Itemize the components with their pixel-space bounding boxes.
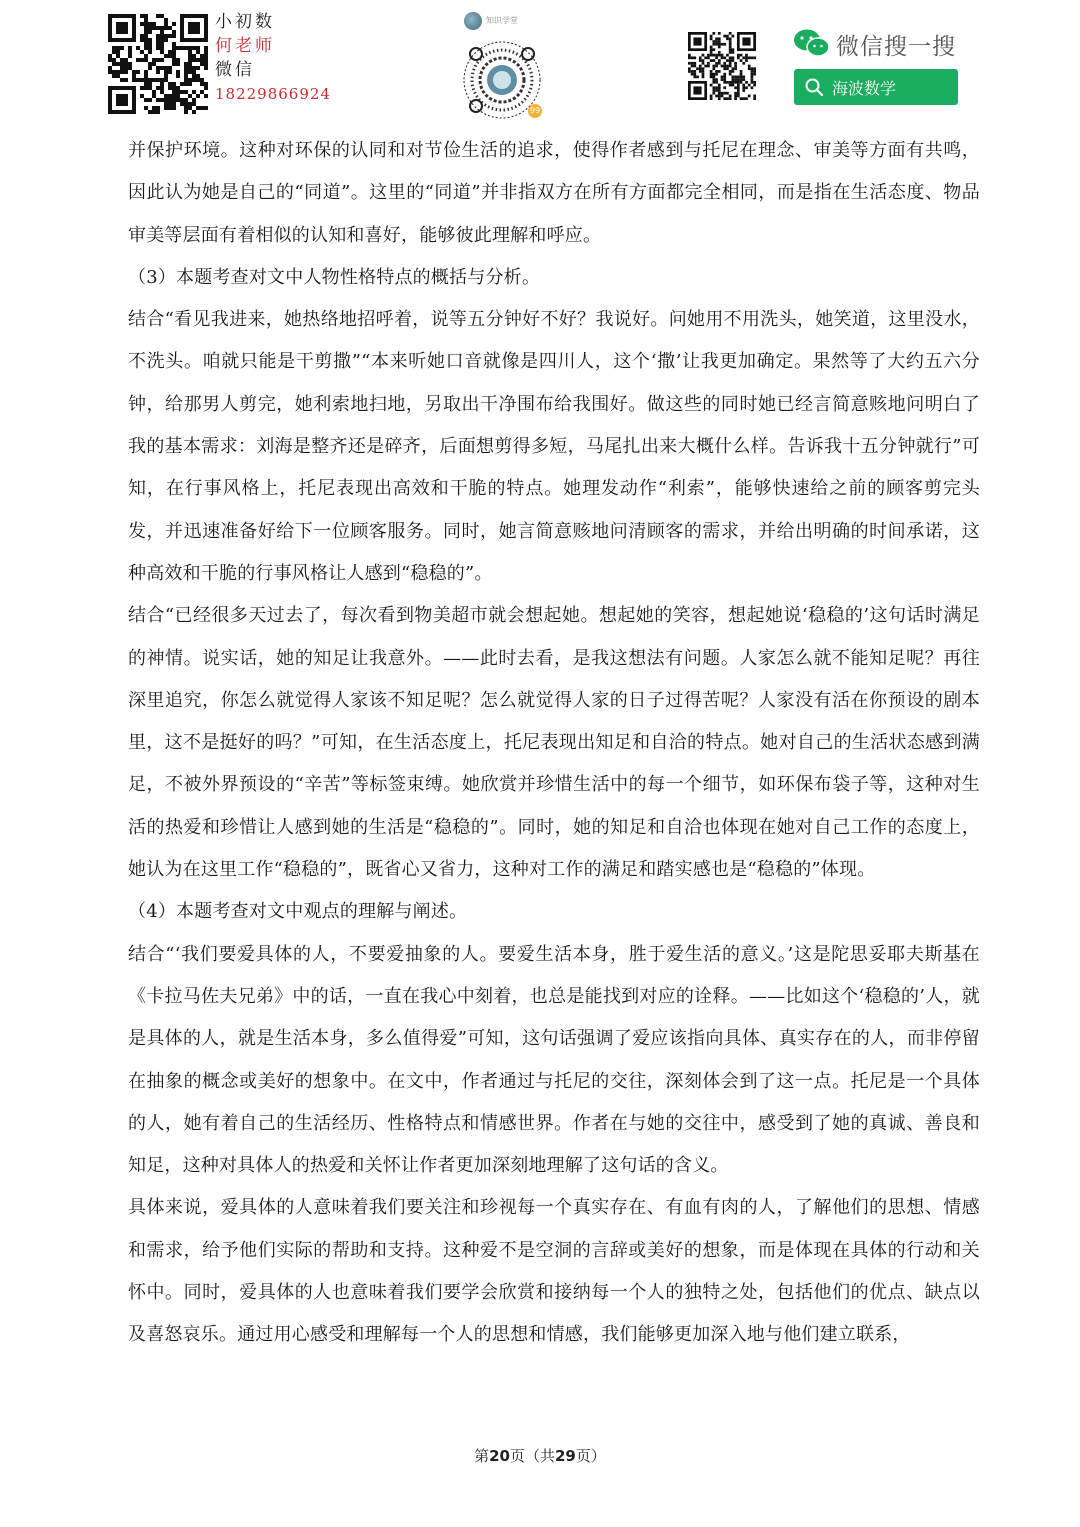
mini-program-badge: 99 <box>528 104 542 118</box>
question-heading-3: （3）本题考查对文中人物性格特点的概括与分析。 <box>128 266 541 288</box>
footer-middle: 页（共 <box>509 1447 555 1465</box>
wechat-search-title: 微信搜一搜 <box>836 34 956 60</box>
mini-program-code <box>460 12 545 120</box>
handwritten-contact-note <box>215 10 335 106</box>
mini-program-name: 知识学堂 <box>486 16 518 25</box>
wechat-qr-code-right <box>688 32 756 100</box>
footer-suffix: 页） <box>575 1447 606 1465</box>
mini-program-avatar-icon <box>464 12 482 30</box>
paragraph: 结合“看见我进来，她热络地招呼着，说等五分钟好不好？我说好。问她用不用洗头，她笑道，这里没水，不洗头。咱就只能是干剪撒”“本来听她口音就像是四川人，这个‘撒’让我更加确定。果然等了大约五六分钟，给那男人剪完，她利索地扫地，另取出干净围布给我围好。做这些的同时她已经言简意赅地问明白了我的基本需求：刘海是整齐还是碎齐，后面想剪得多短，马尾扎出来大概什么样。告诉我十五分钟就行”可知，在行事风格上，托尼表现出高效和干脆的特点。她理发动作“利索”，能够快速给之前的顾客剪完头发，并迅速准备好给下一位顾客服务。同时，她言简意赅地问清顾客的需求，并给出明确的时间承诺，这种高效和干脆的行事风格让人感到“稳稳的”。 <box>128 309 980 584</box>
paragraph: 结合“已经很多天过去了，每次看到物美超市就会想起她。想起她的笑容，想起她说‘稳稳的’这句话时满足的神情。说实话，她的知足让我意外。——此时去看，是我这想法有问题。人家怎么就不能知足呢？再往深里追究，你怎么就觉得人家该不知足呢？怎么就觉得人家的日子过得苦呢？人家没有活在你预设的剧本里，这不是挺好的吗？”可知，在生活态度上，托尼表现出知足和自洽的特点。她对自己的生活状态感到满足，不被外界预设的“辛苦”等标签束缚。她欣赏并珍惜生活中的每一个细节，如环保布袋子等，这种对生活的热爱和珍惜让人感到她的生活是“稳稳的”。同时，她的知足和自洽也体现在她对自己工作的态度上，她认为在这里工作“稳稳的”，既省心又省力，这种对工作的满足和踏实感也是“稳稳的”体现。 <box>128 605 980 881</box>
handwriting-phone: 18229866924 <box>215 85 331 103</box>
wechat-search-query: 海波数学 <box>832 78 897 98</box>
wechat-qr-code-left <box>108 14 208 114</box>
wechat-search-banner <box>790 24 965 109</box>
question-heading-4: （4）本题考查对文中观点的理解与阐述。 <box>128 901 468 923</box>
paragraph: 并保护环境。这种对环保的认同和对节俭生活的追求，使得作者感到与托尼在理念、审美等方面有共鸣，因此认为她是自己的“同道”。这里的“同道”并非指双方在所有方面都完全相同，而是指在生活态度、物品审美等层面有着相似的认知和喜好，能够彼此理解和呼应。 <box>128 140 980 246</box>
paragraph: 结合“‘我们要爱具体的人，不要爱抽象的人。要爱生活本身，胜于爱生活的意义。’这是陀思妥耶夫斯基在《卡拉马佐夫兄弟》中的话，一直在我心中刻着，也总是能找到对应的诠释。——比如这个‘稳稳的’人，就是具体的人，就是生活本身，多么值得爱”可知，这句话强调了爱应该指向具体、真实存在的人，而非停留在抽象的概念或美好的想象中。在文中，作者通过与托尼的交往，深刻体会到了这一点。托尼是一个具体的人，她有着自己的生活经历、性格特点和情感世界。作者在与她的交往中，感受到了她的真诚、善良和知足，这种对具体人的热爱和关怀让作者更加深刻地理解了这句话的含义。 <box>128 943 980 1177</box>
total-page-count: 29 <box>555 1447 576 1465</box>
handwriting-line-1: 小初数 <box>215 12 275 32</box>
answer-text-body <box>128 130 980 1357</box>
current-page-number: 20 <box>489 1447 510 1465</box>
page-header <box>0 0 1080 125</box>
search-icon <box>804 77 824 97</box>
handwriting-line-3: 微信 <box>215 60 255 80</box>
footer-prefix: 第 <box>474 1447 490 1465</box>
wechat-search-box[interactable] <box>794 69 958 105</box>
paragraph: 具体来说，爱具体的人意味着我们要关注和珍视每一个真实存在、有血有肉的人，了解他们的思想、情感和需求，给予他们实际的帮助和支持。这种爱不是空洞的言辞或美好的想象，而是体现在具体的行动和关怀中。同时，爱具体的人也意味着我们要学会欣赏和接纳每一个人的独特之处，包括他们的优点、缺点以及喜怒哀乐。通过用心感受和理解每一个人的思想和情感，我们能够更加深入地与他们建立联系， <box>128 1197 980 1346</box>
page-number-footer <box>0 1445 1080 1466</box>
wechat-logo-icon <box>792 28 832 58</box>
handwriting-line-2: 何老师 <box>215 36 275 56</box>
